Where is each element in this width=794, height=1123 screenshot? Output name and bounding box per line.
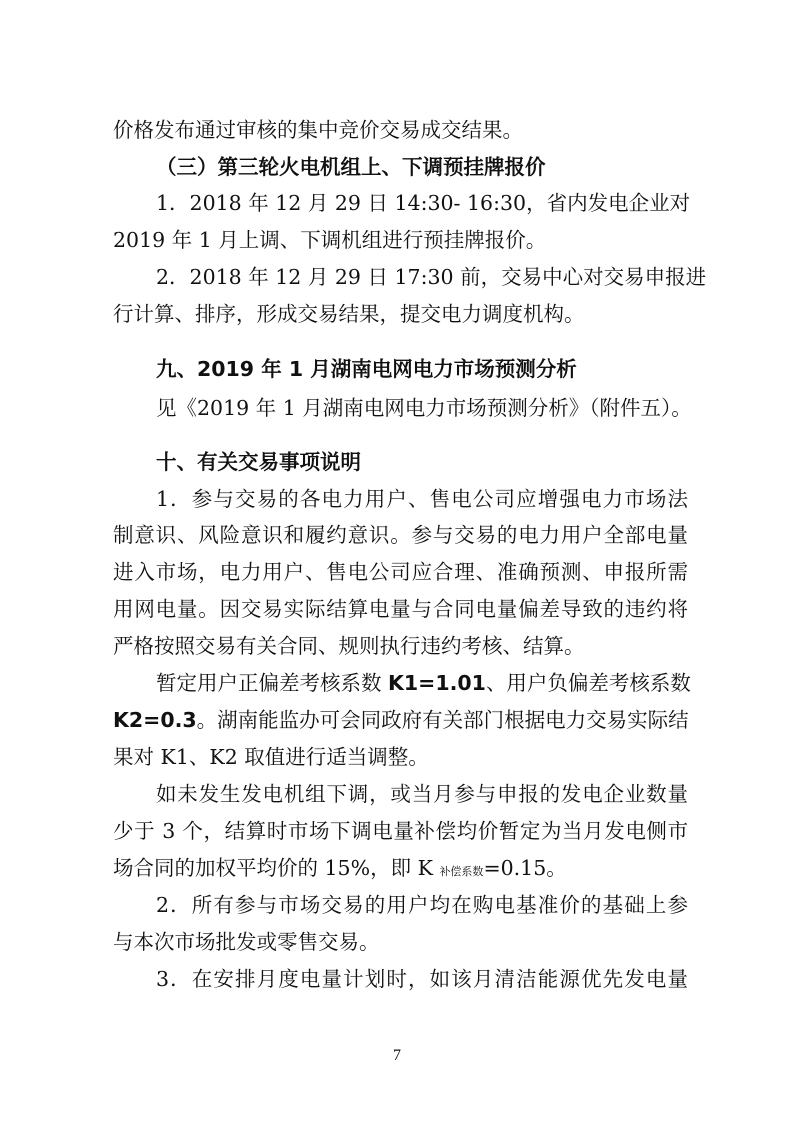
paragraph-line: 2．所有参与市场交易的用户均在购电基准价的基础上参 [156, 893, 688, 917]
coefficient-k1: K1=1.01 [388, 671, 486, 695]
paragraph-line [113, 705, 688, 735]
text-run: 场合同的加权平均价的 15%，即 K [113, 856, 440, 880]
subscript-label: 补偿系数 [439, 865, 484, 878]
section-heading-10: 十、有关交易事项说明 [156, 450, 361, 474]
paragraph-line [156, 668, 691, 698]
text-run: 、用户负偏差考核系数 [485, 671, 691, 695]
coefficient-k2: K2=0.3 [113, 708, 197, 732]
paragraph-line: 1．参与交易的各电力用户、售电公司应增强电力市场法 [156, 487, 688, 511]
paragraph-line: 2019 年 1 月上调、下调机组进行预挂牌报价。 [113, 228, 547, 252]
paragraph-line: 见《2019 年 1 月湖南电网电力市场预测分析》（附件五）。 [156, 396, 692, 420]
paragraph-line: 制意识、风险意识和履约意识。参与交易的电力用户全部电量 [113, 523, 688, 547]
text-run: 暂定用户正偏差考核系数 [156, 671, 389, 695]
paragraph-line: 严格按照交易有关合同、规则执行违约考核、结算。 [113, 634, 585, 658]
paragraph-line [113, 853, 688, 883]
paragraph-line: 如未发生发电机组下调，或当月参与申报的发电企业数量 [156, 782, 688, 806]
paragraph-line: 与本次市场批发或零售交易。 [113, 930, 380, 954]
section-heading-3: （三）第三轮火电机组上、下调预挂牌报价 [156, 155, 546, 179]
section-heading-9: 九、2019 年 1 月湖南电网电力市场预测分析 [156, 357, 577, 381]
paragraph-line: 少于 3 个，结算时市场下调电量补偿均价暂定为当月发电侧市 [113, 819, 688, 843]
paragraph-line: 3．在安排月度电量计划时，如该月清洁能源优先发电量 [156, 967, 688, 991]
paragraph-line: 进入市场，电力用户、售电公司应合理、准确预测、申报所需 [113, 560, 688, 584]
text-run: =0.15。 [483, 856, 567, 880]
paragraph-line: 果对 K1、K2 取值进行适当调整。 [113, 745, 429, 769]
text-run: 。湖南能监办可会同政府有关部门根据电力交易实际结 [196, 708, 689, 732]
paragraph-line: 用网电量。因交易实际结算电量与合同电量偏差导致的违约将 [113, 597, 688, 621]
paragraph-line: 1．2018 年 12 月 29 日 14:30- 16:30，省内发电企业对 [156, 191, 691, 215]
paragraph-line: 价格发布通过审核的集中竞价交易成交结果。 [113, 118, 523, 142]
paragraph-line: 2．2018 年 12 月 29 日 17:30 前，交易中心对交易申报进 [156, 265, 707, 289]
paragraph-line: 行计算、排序，形成交易结果，提交电力调度机构。 [113, 302, 585, 326]
page-number: 7 [393, 1047, 401, 1064]
